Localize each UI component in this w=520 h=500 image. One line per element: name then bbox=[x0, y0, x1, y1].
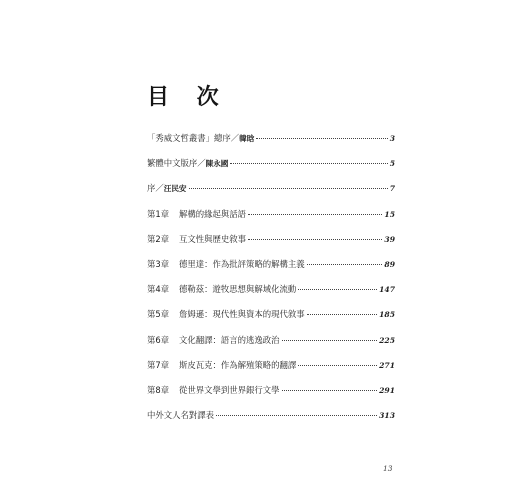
page-title: 目 次 bbox=[147, 85, 229, 110]
chapter-number: 第1章 bbox=[147, 209, 170, 219]
dot-leader bbox=[256, 138, 387, 139]
entry-page-number: 89 bbox=[384, 260, 395, 269]
dot-leader bbox=[307, 314, 378, 315]
entry-page-number: 39 bbox=[384, 235, 395, 244]
chapter-number: 第5章 bbox=[147, 309, 170, 319]
entry-author: 汪民安 bbox=[163, 184, 187, 193]
entry-title: 德里達：作為批評策略的解構主義 bbox=[179, 259, 305, 269]
chapter-number: 第3章 bbox=[147, 259, 170, 269]
entry-page-number: 313 bbox=[379, 411, 395, 420]
entry-title: 「秀威文哲叢書」總序／ bbox=[147, 133, 240, 143]
entry-page-number: 147 bbox=[379, 285, 395, 294]
entry-title: 中外文人名對譯表 bbox=[147, 410, 214, 420]
entry-page-number: 5 bbox=[389, 159, 395, 168]
entry-title: 詹姆遜：現代性與資本的現代敘事 bbox=[179, 309, 305, 319]
entry-title: 解構的緣起與話語 bbox=[179, 209, 246, 219]
dot-leader bbox=[298, 289, 377, 290]
chapter-number: 第8章 bbox=[147, 385, 170, 395]
entry-title: 德勒茲：遊牧思想與解域化流動 bbox=[179, 284, 297, 294]
toc-entry bbox=[147, 130, 395, 146]
entry-page-number: 15 bbox=[384, 210, 395, 219]
dot-leader bbox=[248, 214, 382, 215]
toc-entry bbox=[147, 180, 395, 196]
toc-entry bbox=[147, 332, 395, 348]
entry-page-number: 3 bbox=[389, 134, 395, 143]
toc-entry bbox=[147, 155, 395, 171]
entry-title: 斯皮瓦克：作為解殖策略的翻譯 bbox=[179, 360, 297, 370]
entry-author: 陳永國 bbox=[205, 159, 229, 168]
toc-entry bbox=[147, 231, 395, 247]
entry-title: 互文性與歷史敘事 bbox=[179, 234, 246, 244]
entry-title: 文化翻譯：語言的逃逸政治 bbox=[179, 335, 280, 345]
toc-entry bbox=[147, 281, 395, 297]
dot-leader bbox=[248, 239, 382, 240]
chapter-number: 第2章 bbox=[147, 234, 170, 244]
page-number: 13 bbox=[383, 464, 393, 473]
entry-title: 繁體中文版序／ bbox=[147, 158, 206, 168]
entry-title: 序／ bbox=[147, 183, 164, 193]
toc-entry bbox=[147, 206, 395, 222]
toc-entry bbox=[147, 357, 395, 373]
toc-entry bbox=[147, 407, 395, 423]
chapter-number: 第4章 bbox=[147, 284, 170, 294]
toc-entry bbox=[147, 256, 395, 272]
dot-leader bbox=[282, 390, 378, 391]
entry-author: 韓晗 bbox=[239, 134, 255, 143]
entry-page-number: 225 bbox=[379, 336, 395, 345]
dot-leader bbox=[216, 415, 377, 416]
dot-leader bbox=[307, 264, 383, 265]
dot-leader bbox=[282, 340, 378, 341]
toc-entry bbox=[147, 306, 395, 322]
entry-page-number: 7 bbox=[389, 184, 395, 193]
chapter-number: 第6章 bbox=[147, 335, 170, 345]
entry-page-number: 185 bbox=[379, 310, 395, 319]
toc-entry bbox=[147, 382, 395, 398]
dot-leader bbox=[298, 365, 377, 366]
entry-title: 從世界文學到世界銀行文學 bbox=[179, 385, 280, 395]
dot-leader bbox=[189, 188, 388, 189]
dot-leader bbox=[230, 163, 387, 164]
entry-page-number: 271 bbox=[379, 361, 395, 370]
entry-page-number: 291 bbox=[379, 386, 395, 395]
chapter-number: 第7章 bbox=[147, 360, 170, 370]
